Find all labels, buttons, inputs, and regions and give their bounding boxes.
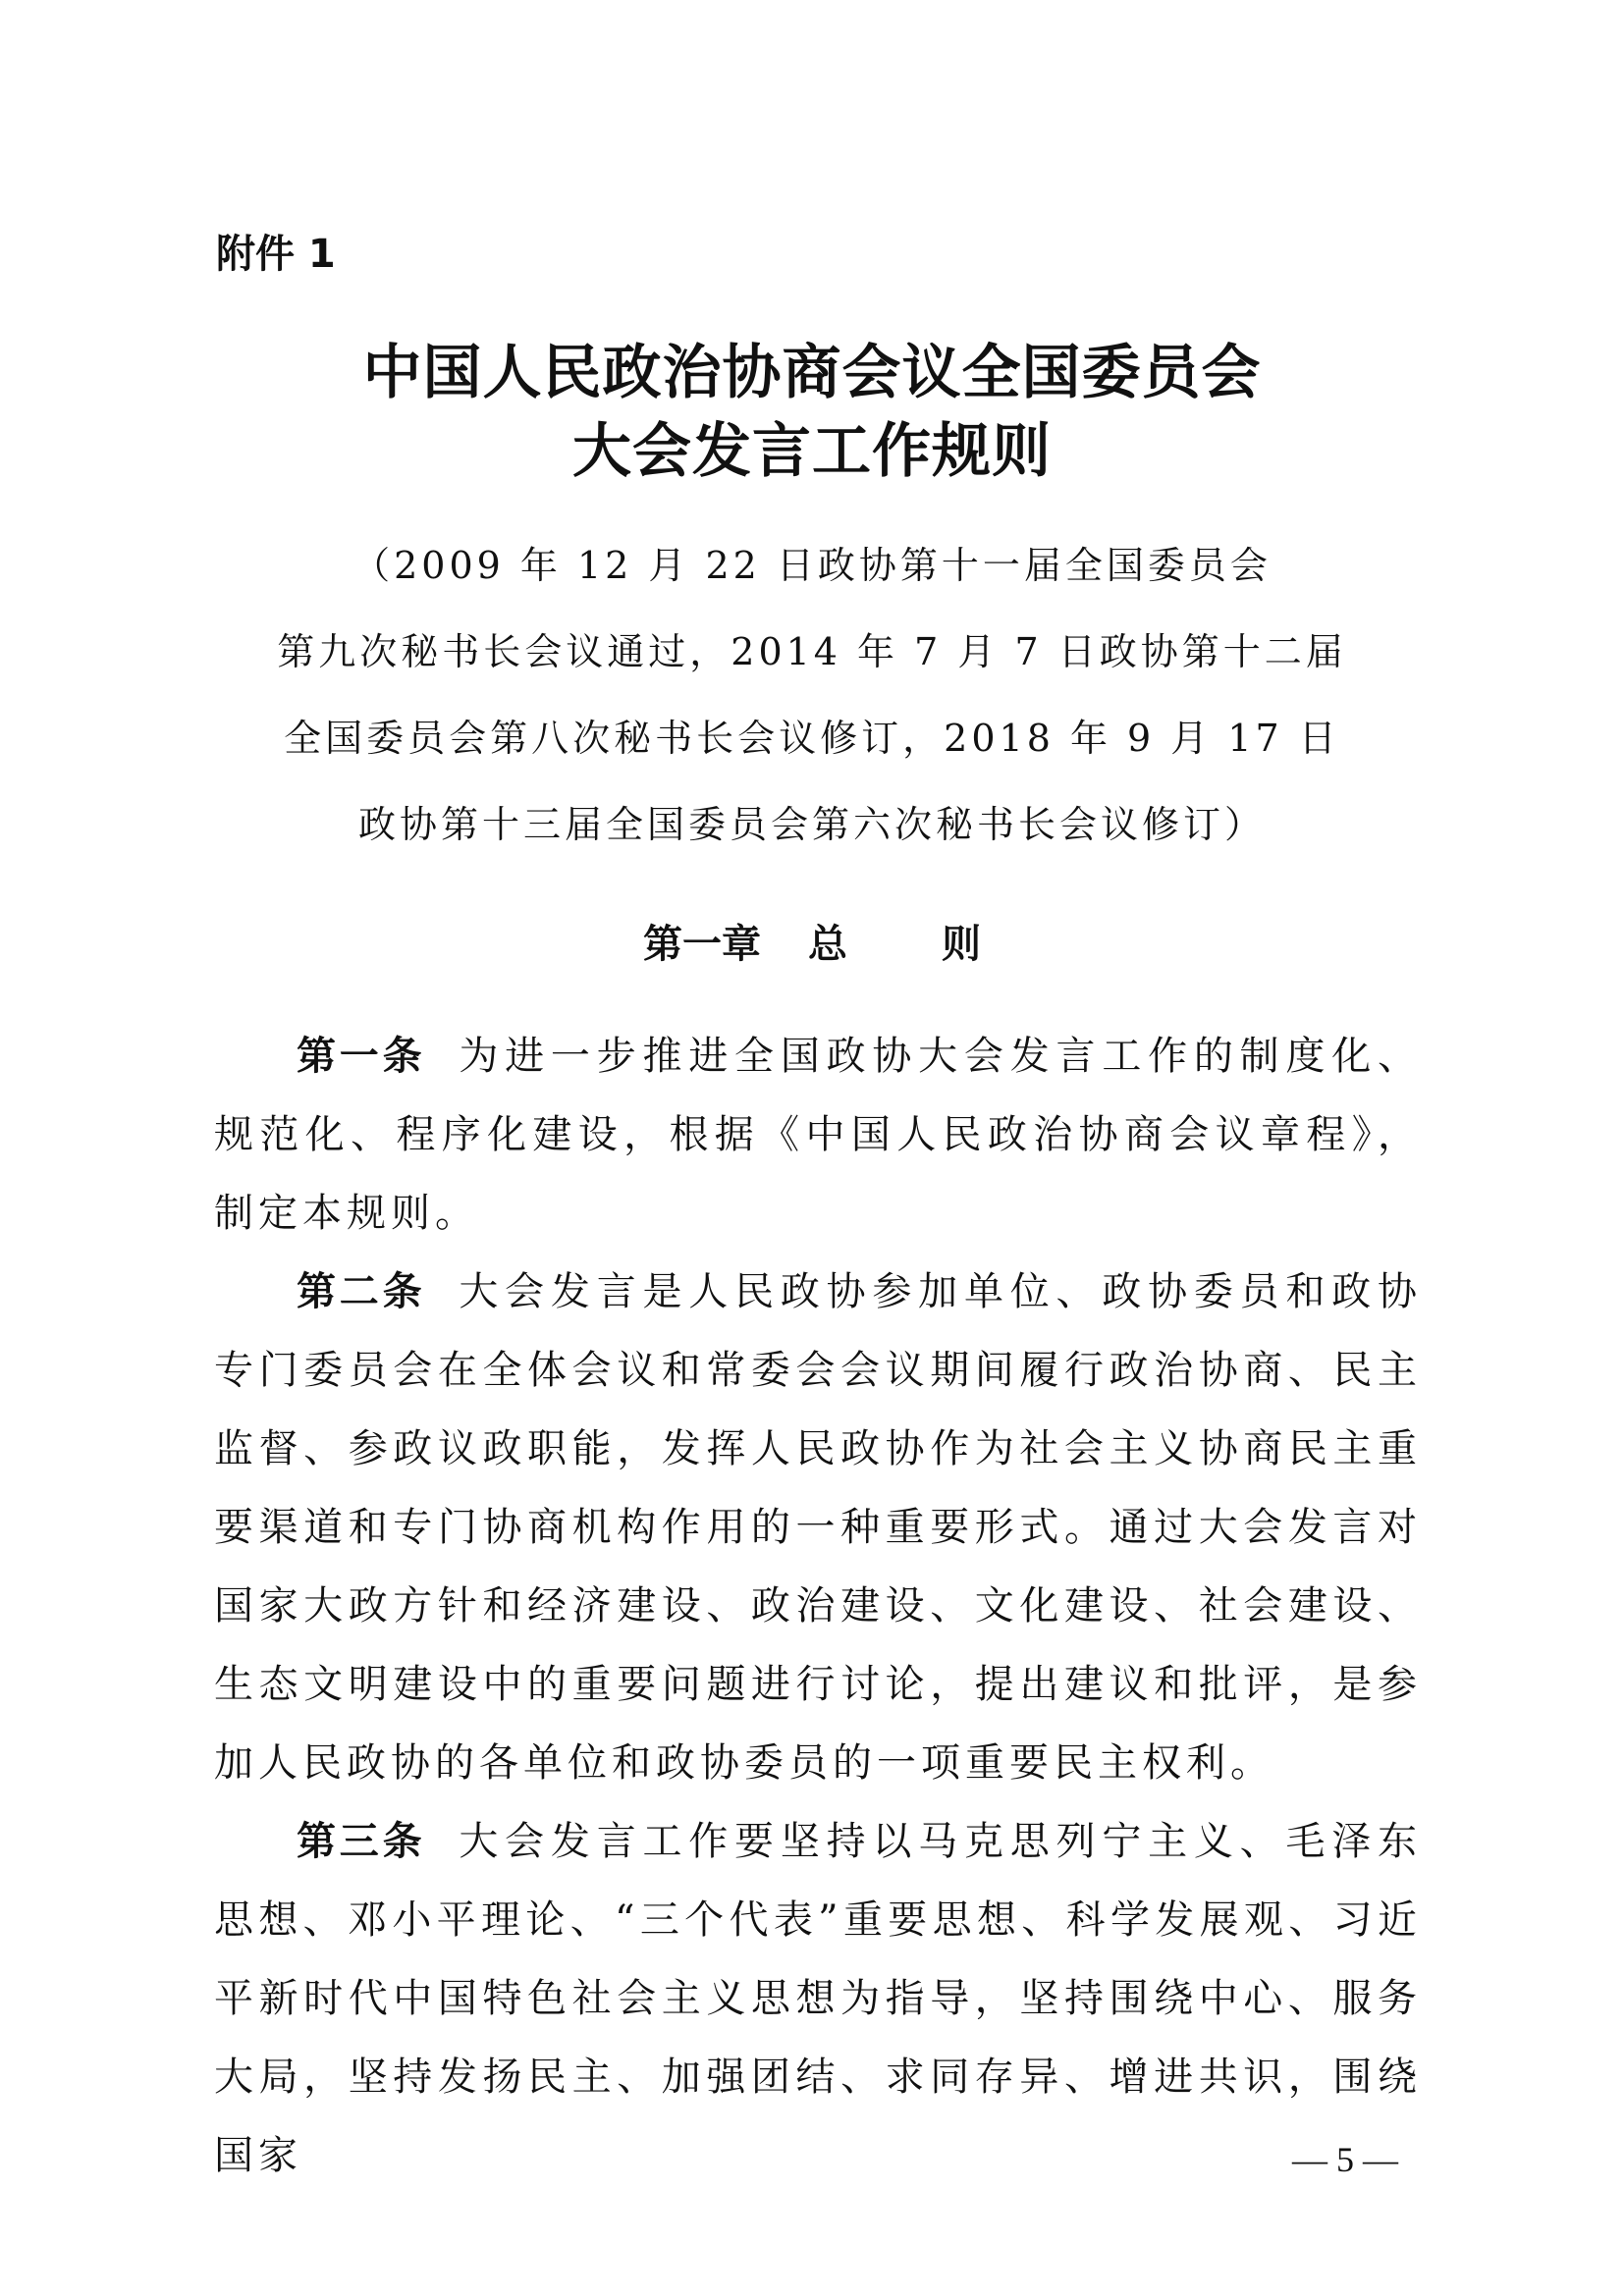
adoption-note-line: 第九次秘书长会议通过，2014 年 7 月 7 日政协第十二届 <box>277 630 1347 673</box>
document-title <box>0 334 1624 491</box>
title-line-2: 大会发言工作规则 <box>572 417 1052 486</box>
page-number: — 5 — <box>1292 2140 1398 2179</box>
chapter-name-part: 则 <box>942 922 981 967</box>
article <box>214 1802 1422 2195</box>
adoption-note-line: 全国委员会第八次秘书长会议修订，2018 年 9 月 17 日 <box>284 717 1340 760</box>
article-number: 第一条 <box>297 1034 426 1079</box>
chapter-name-part: 总 <box>808 922 847 967</box>
adoption-note <box>0 522 1624 868</box>
article-text: 大会发言工作要坚持以马克思列宁主义、毛泽东思想、邓小平理论、“三个代表”重要思想、科学发展观、习近平新时代中国特色社会主义思想为指导，坚持围绕中心、服务大局，坚持发扬民主、加强团结、求同存异、增进共识，围绕国家 <box>214 1819 1423 2178</box>
article-number: 第三条 <box>297 1819 426 1864</box>
title-line-1: 中国人民政治协商会议全国委员会 <box>362 339 1262 407</box>
attachment-label: 附件 1 <box>216 232 336 277</box>
chapter-number: 第一章 <box>643 922 761 967</box>
article <box>214 1017 1422 1253</box>
adoption-note-line: 政协第十三届全国委员会第六次秘书长会议修订） <box>357 803 1266 846</box>
article-number: 第二条 <box>297 1269 426 1314</box>
article-list <box>214 1017 1422 2195</box>
adoption-note-line: （2009 年 12 月 22 日政协第十一届全国委员会 <box>352 544 1272 587</box>
article-text: 为进一步推进全国政协大会发言工作的制度化、规范化、程序化建设，根据《中国人民政治协商会议章程》，制定本规则。 <box>214 1034 1423 1236</box>
chapter-heading <box>0 915 1624 974</box>
article-text: 大会发言是人民政协参加单位、政协委员和政协专门委员会在全体会议和常委会会议期间履行政治协商、民主监督、参政议政职能，发挥人民政协作为社会主义协商民主重要渠道和专门协商机构作用的一种重要形式。通过大会发言对国家大政方针和经济建设、政治建设、文化建设、社会建设、生态文明建设中的重要问题进行讨论，提出建议和批评，是参加人民政协的各单位和政协委员的一项重要民主权利。 <box>214 1269 1423 1786</box>
article <box>214 1253 1422 1802</box>
